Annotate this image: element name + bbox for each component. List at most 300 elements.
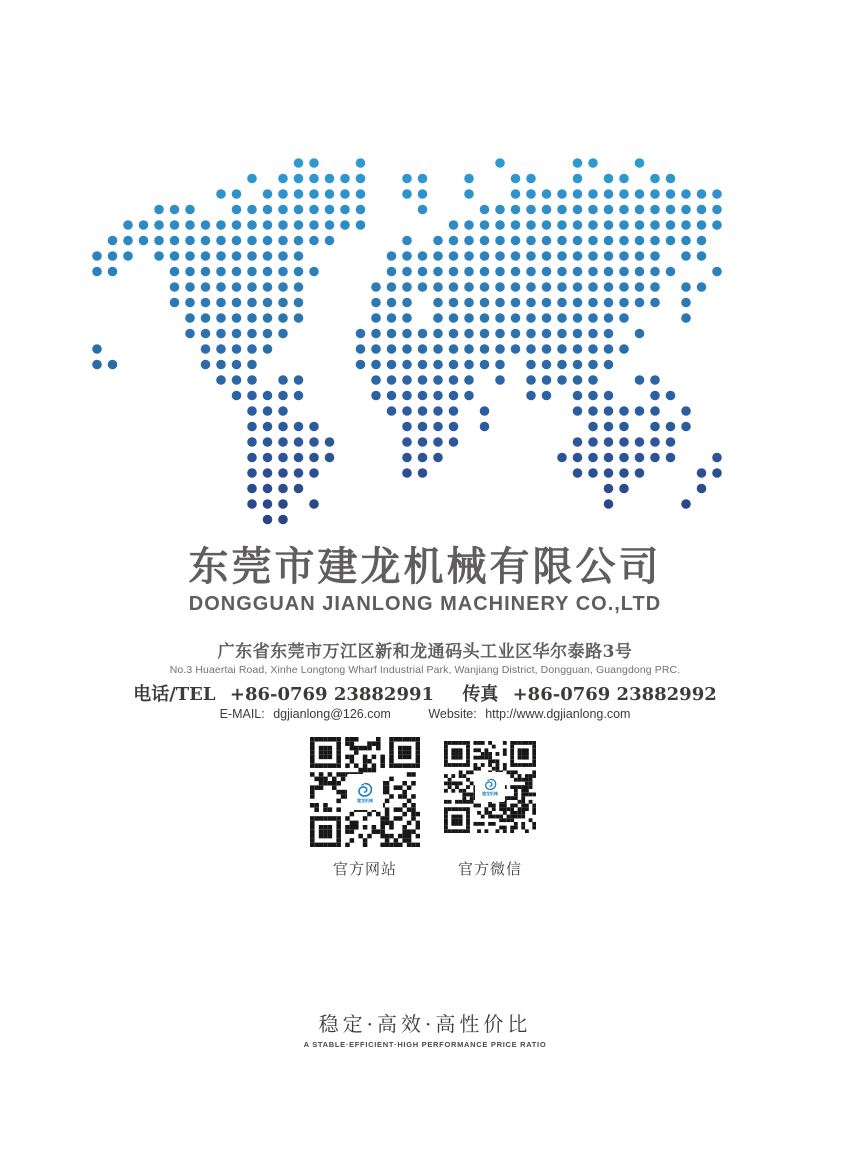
map-dot <box>573 205 583 215</box>
map-dot <box>216 220 226 230</box>
map-dot <box>650 375 660 385</box>
map-dot <box>108 267 118 277</box>
map-dot <box>697 251 707 261</box>
map-dot <box>697 484 707 494</box>
map-dot <box>247 298 257 308</box>
map-dot <box>387 391 397 401</box>
map-dot <box>604 236 614 246</box>
phone-number: +86-0769 23882991 <box>229 684 435 705</box>
map-dot <box>449 360 459 370</box>
map-dot <box>573 236 583 246</box>
map-dot <box>247 267 257 277</box>
map-dot <box>232 267 242 277</box>
map-dot <box>247 329 257 339</box>
map-dot <box>588 220 598 230</box>
map-dot <box>495 236 505 246</box>
map-dot <box>247 375 257 385</box>
map-dot <box>542 205 552 215</box>
map-dot <box>294 375 304 385</box>
map-dot <box>433 236 443 246</box>
map-dot <box>309 499 319 509</box>
map-dot <box>139 220 149 230</box>
map-dot <box>526 205 536 215</box>
map-dot <box>356 344 366 354</box>
map-dot <box>309 422 319 432</box>
map-dot <box>247 174 257 184</box>
email-value: dgjianlong@126.com <box>273 707 391 721</box>
map-dot <box>588 313 598 323</box>
map-dot <box>123 236 133 246</box>
map-dot <box>356 158 366 168</box>
map-dot <box>201 344 211 354</box>
map-dot <box>387 329 397 339</box>
map-dot <box>526 313 536 323</box>
map-dot <box>588 468 598 478</box>
map-dot <box>433 313 443 323</box>
map-dot <box>371 344 381 354</box>
map-dot <box>92 267 102 277</box>
map-dot <box>511 220 521 230</box>
map-dot <box>681 406 691 416</box>
map-dot <box>201 220 211 230</box>
map-dot <box>681 251 691 261</box>
map-dot <box>92 360 102 370</box>
map-dot <box>139 236 149 246</box>
map-dot <box>681 236 691 246</box>
map-dot <box>402 189 412 199</box>
map-dot <box>619 453 629 463</box>
map-dot <box>449 344 459 354</box>
map-dot <box>588 391 598 401</box>
map-dot <box>402 453 412 463</box>
map-dot <box>495 251 505 261</box>
map-dot <box>604 499 614 509</box>
map-dot <box>712 189 722 199</box>
map-dot <box>681 298 691 308</box>
map-dot <box>154 236 164 246</box>
map-dot <box>464 375 474 385</box>
map-dot <box>526 298 536 308</box>
map-dot <box>232 220 242 230</box>
map-dot <box>464 267 474 277</box>
map-dot <box>526 267 536 277</box>
map-dot <box>108 251 118 261</box>
map-dot <box>526 360 536 370</box>
map-dot <box>263 236 273 246</box>
map-dot <box>464 236 474 246</box>
map-dot <box>185 282 195 292</box>
map-dot <box>216 344 226 354</box>
map-dot <box>294 205 304 215</box>
map-dot <box>681 313 691 323</box>
map-dot <box>216 189 226 199</box>
qr-logo-text: 建龙机械 <box>482 791 498 796</box>
map-dot <box>247 422 257 432</box>
map-dot <box>511 329 521 339</box>
map-dot <box>247 360 257 370</box>
map-dot <box>294 453 304 463</box>
map-dot <box>402 360 412 370</box>
map-dot <box>371 391 381 401</box>
map-dot <box>480 406 490 416</box>
map-dot <box>511 174 521 184</box>
map-dot <box>712 220 722 230</box>
map-dot <box>666 189 676 199</box>
map-dot <box>185 205 195 215</box>
map-dot <box>449 329 459 339</box>
map-dot <box>371 375 381 385</box>
map-dot <box>263 189 273 199</box>
map-dot <box>325 189 335 199</box>
phone-label: 电话/TEL <box>133 684 216 705</box>
map-dot <box>278 205 288 215</box>
qr-code-wechat <box>444 741 536 833</box>
map-dot <box>635 251 645 261</box>
map-dot <box>573 391 583 401</box>
map-dot <box>325 437 335 447</box>
map-dot <box>263 251 273 261</box>
map-dot <box>604 189 614 199</box>
map-dot <box>449 406 459 416</box>
map-dot <box>650 282 660 292</box>
map-dot <box>588 282 598 292</box>
map-dot <box>557 205 567 215</box>
map-dot <box>216 329 226 339</box>
map-dot <box>557 453 567 463</box>
map-dot <box>573 251 583 261</box>
map-dot <box>247 406 257 416</box>
map-dot <box>635 236 645 246</box>
map-dot <box>542 375 552 385</box>
map-dot <box>123 251 133 261</box>
map-dot <box>619 189 629 199</box>
map-dot <box>604 298 614 308</box>
map-dot <box>185 220 195 230</box>
map-dot <box>247 313 257 323</box>
map-dot <box>480 251 490 261</box>
map-dot <box>511 267 521 277</box>
slogan-cn: 稳定·高效·高性价比 <box>318 1012 532 1036</box>
map-dot <box>294 174 304 184</box>
map-dot <box>263 406 273 416</box>
map-dot <box>526 174 536 184</box>
map-dot <box>511 251 521 261</box>
map-dot <box>480 205 490 215</box>
map-dot <box>604 437 614 447</box>
map-dot <box>573 220 583 230</box>
map-dot <box>635 220 645 230</box>
map-dot <box>433 282 443 292</box>
map-dot <box>247 236 257 246</box>
map-dot <box>697 205 707 215</box>
map-dot <box>294 422 304 432</box>
map-dot <box>387 344 397 354</box>
map-dot <box>371 360 381 370</box>
map-dot <box>697 282 707 292</box>
map-dot <box>402 391 412 401</box>
map-dot <box>635 282 645 292</box>
map-dot <box>573 344 583 354</box>
map-dot <box>263 298 273 308</box>
map-dot <box>232 391 242 401</box>
map-dot <box>247 205 257 215</box>
map-dot <box>232 298 242 308</box>
map-dot <box>526 220 536 230</box>
map-dot <box>681 282 691 292</box>
map-dot <box>604 468 614 478</box>
qr-center-logo <box>475 772 505 802</box>
map-dot <box>650 298 660 308</box>
map-dot <box>449 298 459 308</box>
map-dot <box>325 236 335 246</box>
map-dot <box>278 484 288 494</box>
map-dot <box>619 422 629 432</box>
map-dot <box>635 375 645 385</box>
map-dot <box>216 267 226 277</box>
map-dot <box>154 220 164 230</box>
map-dot <box>464 174 474 184</box>
map-dot <box>232 375 242 385</box>
map-dot <box>371 329 381 339</box>
map-dot <box>666 391 676 401</box>
website-label: Website: <box>428 707 477 721</box>
map-dot <box>573 437 583 447</box>
map-dot <box>588 375 598 385</box>
map-dot <box>402 251 412 261</box>
map-dot <box>464 189 474 199</box>
map-dot <box>247 251 257 261</box>
address-block <box>0 637 850 676</box>
map-dot <box>464 282 474 292</box>
map-dot <box>526 251 536 261</box>
map-dot <box>542 329 552 339</box>
map-dot <box>588 344 598 354</box>
map-dot <box>433 375 443 385</box>
map-dot <box>573 282 583 292</box>
map-dot <box>263 437 273 447</box>
map-dot <box>511 298 521 308</box>
map-dot <box>712 267 722 277</box>
map-dot <box>263 422 273 432</box>
map-dot <box>588 158 598 168</box>
map-dot <box>309 220 319 230</box>
map-dot <box>526 189 536 199</box>
map-dot <box>278 406 288 416</box>
map-dot <box>573 468 583 478</box>
map-dot <box>449 313 459 323</box>
map-dot <box>588 267 598 277</box>
map-dot <box>604 453 614 463</box>
map-dot <box>170 220 180 230</box>
email-website-line <box>0 707 850 721</box>
map-dot <box>294 158 304 168</box>
map-dot <box>449 391 459 401</box>
company-name-cn: 东莞市建龙机械有限公司 <box>188 543 662 590</box>
map-dot <box>201 236 211 246</box>
map-dot <box>294 313 304 323</box>
map-dot <box>666 174 676 184</box>
map-dot <box>402 267 412 277</box>
map-dot <box>263 220 273 230</box>
map-dot <box>635 189 645 199</box>
map-dot <box>542 298 552 308</box>
map-dot <box>108 236 118 246</box>
map-dot <box>278 453 288 463</box>
map-dot <box>619 484 629 494</box>
map-dot <box>247 391 257 401</box>
map-dot <box>635 437 645 447</box>
map-dot <box>294 220 304 230</box>
map-dot <box>278 298 288 308</box>
company-name-en: DONGGUAN JIANLONG MACHINERY CO.,LTD <box>188 593 662 615</box>
map-dot <box>278 499 288 509</box>
map-dot <box>480 282 490 292</box>
map-dot <box>495 360 505 370</box>
map-dot <box>573 453 583 463</box>
map-dot <box>232 360 242 370</box>
map-dot <box>650 205 660 215</box>
map-dot <box>325 220 335 230</box>
map-dot <box>480 298 490 308</box>
map-dot <box>402 313 412 323</box>
map-dot <box>402 406 412 416</box>
map-dot <box>356 189 366 199</box>
map-dot <box>294 484 304 494</box>
map-dot <box>263 267 273 277</box>
map-dot <box>216 282 226 292</box>
map-dot <box>588 360 598 370</box>
map-dot <box>588 329 598 339</box>
map-dot <box>712 453 722 463</box>
map-dot <box>263 484 273 494</box>
map-dot <box>433 360 443 370</box>
map-dot <box>542 251 552 261</box>
map-dot <box>263 329 273 339</box>
map-dot <box>418 174 428 184</box>
map-dot <box>340 220 350 230</box>
map-dot <box>604 205 614 215</box>
map-dot <box>666 453 676 463</box>
map-dot <box>449 267 459 277</box>
map-dot <box>201 360 211 370</box>
map-dot <box>294 189 304 199</box>
map-dot <box>433 391 443 401</box>
map-dot <box>681 205 691 215</box>
map-dot <box>185 313 195 323</box>
map-dot <box>418 468 428 478</box>
map-dot <box>201 313 211 323</box>
map-dot <box>216 298 226 308</box>
map-dot <box>588 437 598 447</box>
map-dot <box>402 282 412 292</box>
map-dot <box>356 329 366 339</box>
map-dot <box>619 220 629 230</box>
map-dot <box>247 484 257 494</box>
map-dot <box>619 344 629 354</box>
map-dot <box>170 205 180 215</box>
map-dot <box>542 282 552 292</box>
map-dot <box>387 267 397 277</box>
map-dot <box>542 391 552 401</box>
map-dot <box>263 453 273 463</box>
map-dot <box>650 251 660 261</box>
map-dot <box>464 313 474 323</box>
map-dot <box>418 189 428 199</box>
map-dot <box>387 298 397 308</box>
map-dot <box>387 282 397 292</box>
map-dot <box>650 220 660 230</box>
map-dot <box>278 220 288 230</box>
map-dot <box>666 220 676 230</box>
map-dot <box>495 375 505 385</box>
map-dot <box>464 329 474 339</box>
map-dot <box>325 453 335 463</box>
map-dot <box>108 360 118 370</box>
map-dot <box>557 189 567 199</box>
map-dot <box>619 251 629 261</box>
map-dot <box>511 205 521 215</box>
map-dot <box>263 468 273 478</box>
map-dot <box>278 251 288 261</box>
map-dot <box>573 329 583 339</box>
map-dot <box>526 329 536 339</box>
map-dot <box>433 329 443 339</box>
map-dot <box>92 251 102 261</box>
map-dot <box>526 282 536 292</box>
address-cn: 广东省东莞市万江区新和龙通码头工业区华尔泰路3号 <box>217 642 633 662</box>
map-dot <box>387 360 397 370</box>
map-dot <box>635 329 645 339</box>
map-dot <box>232 251 242 261</box>
email-label: E-MAIL: <box>219 707 265 721</box>
map-dot <box>557 251 567 261</box>
map-dot <box>387 406 397 416</box>
map-dot <box>604 220 614 230</box>
map-dot <box>635 406 645 416</box>
map-dot <box>449 282 459 292</box>
map-dot <box>495 313 505 323</box>
map-dot <box>356 220 366 230</box>
map-dot <box>294 468 304 478</box>
map-dot <box>278 391 288 401</box>
map-dot <box>294 282 304 292</box>
map-dot <box>263 515 273 525</box>
map-dot <box>309 468 319 478</box>
map-dot <box>635 267 645 277</box>
map-dot <box>712 205 722 215</box>
map-dot <box>92 344 102 354</box>
map-dot <box>185 267 195 277</box>
map-dot <box>371 298 381 308</box>
map-dot <box>619 468 629 478</box>
map-dot <box>263 499 273 509</box>
map-dot <box>511 313 521 323</box>
map-dot <box>681 499 691 509</box>
map-dot <box>402 236 412 246</box>
map-dot <box>604 360 614 370</box>
map-dot <box>557 298 567 308</box>
map-dot <box>480 267 490 277</box>
qr-logo-text: 建龙机械 <box>357 797 373 803</box>
map-dot <box>495 205 505 215</box>
fax-label: 传真 <box>462 684 499 705</box>
fax-number: +86-0769 23882992 <box>512 684 717 705</box>
map-dot <box>232 236 242 246</box>
map-dot <box>588 236 598 246</box>
map-dot <box>418 453 428 463</box>
map-dot <box>232 189 242 199</box>
map-dot <box>526 236 536 246</box>
